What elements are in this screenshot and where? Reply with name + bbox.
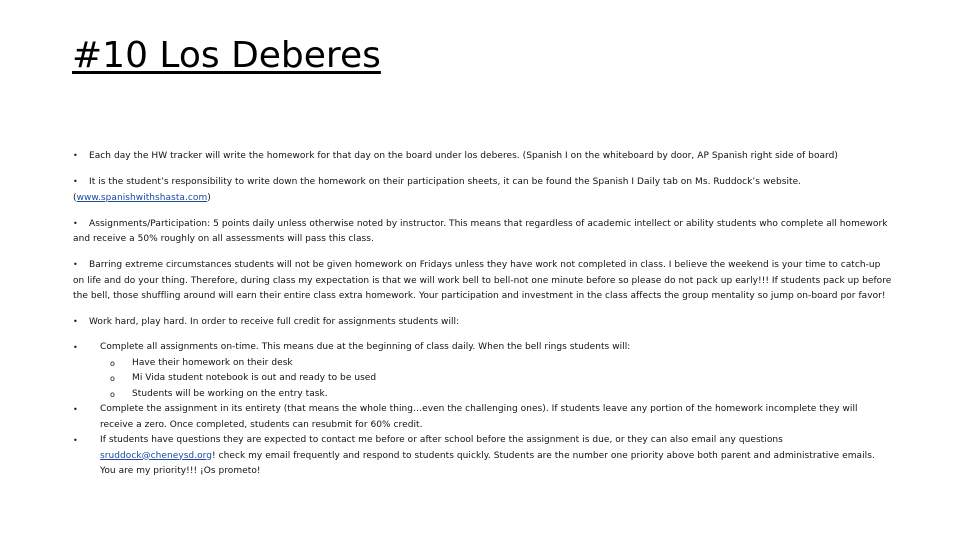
sub-list-item [108, 387, 893, 403]
content-body [73, 148, 893, 480]
sub-list-item-text: Have their homework on their desk [132, 357, 293, 368]
list-item-text: Complete all assignments on-time. This means due at the beginning of class daily. When the bell rings students will: [100, 342, 631, 352]
website-link[interactable]: www.spanishwithshasta.com [76, 192, 208, 203]
page-title: #10 Los Deberes [72, 35, 381, 76]
bullet: • [73, 343, 78, 352]
sub-list-item [108, 356, 893, 372]
list-item-text: ! check my email frequently and respond to students quickly. Students are the number one priority above both parent and administrative emails. You are my priority!!! ¡Os prometo! [100, 450, 875, 476]
sub-list-item-text: Mi Vida student notebook is out and ready to be used [132, 373, 377, 383]
paragraph-fridays [73, 257, 893, 305]
paragraph-assignments [73, 216, 893, 248]
sub-list-item [108, 371, 893, 387]
bullet: • [73, 405, 78, 414]
sub-list [100, 356, 893, 403]
sub-bullet: o [110, 358, 115, 368]
paragraph-text: Barring extreme circumstances students will not be given homework on Fridays unless they have work not completed in class. I believe the weekend is your time to catch-up on life and do your thing. Therefore, during class my expectation is that we will work bell to bell-not one minute before so please do not pack up early!!! If students pack up before the bell, those shuffling around will earn their entire class extra homework. Your participation and investment in the class affects the group mentality so jump on-board por favor! [73, 260, 892, 301]
link-prefix: ( [73, 192, 77, 203]
list-item-text: If students have questions they are expected to contact me before or after school before the assignment is due, or they can also email any questions [100, 435, 783, 445]
bullet: • [73, 177, 78, 186]
bullet: • [73, 317, 78, 326]
sub-list-item-text: Students will be working on the entry task. [132, 388, 328, 399]
sub-bullet: o [110, 374, 115, 383]
bullet: • [73, 151, 78, 160]
list-item [73, 402, 893, 433]
list-item-text: Complete the assignment in its entirety (that means the whole thing…even the challenging ones). If students leave any portion of the homework incomplete they will receive a zero. Once completed, students can resubmit for 60% credit. [100, 404, 858, 430]
bullet: • [73, 436, 78, 445]
paragraph-work-hard [73, 314, 893, 331]
paragraph-responsibility [73, 174, 893, 206]
bullet: • [73, 218, 78, 228]
sub-bullet: o [110, 389, 115, 399]
list-item [73, 433, 893, 480]
email-link[interactable]: sruddock@cheneysd.org [100, 450, 213, 461]
paragraph-hw-tracker [73, 148, 893, 165]
paragraph-text: It is the student’s responsibility to write down the homework on their participation sheets, it can be found the Spanish I Daily tab on Ms. Ruddock’s website. [89, 177, 802, 187]
list-item [73, 340, 893, 402]
requirements-list [73, 340, 893, 480]
paragraph-text: Work hard, play hard. In order to receive full credit for assignments students will: [89, 317, 460, 327]
paragraph-text: Each day the HW tracker will write the homework for that day on the board under los deberes. (Spanish I on the whiteboard by door, AP Spanish right side of board) [89, 151, 838, 161]
bullet: • [73, 260, 78, 269]
paragraph-text: Assignments/Participation: 5 points daily unless otherwise noted by instructor. This means that regardless of academic intellect or ability students who complete all homework and receive a 50% roughly on all assessments will pass this class. [73, 218, 888, 244]
link-suffix: ) [207, 192, 211, 203]
